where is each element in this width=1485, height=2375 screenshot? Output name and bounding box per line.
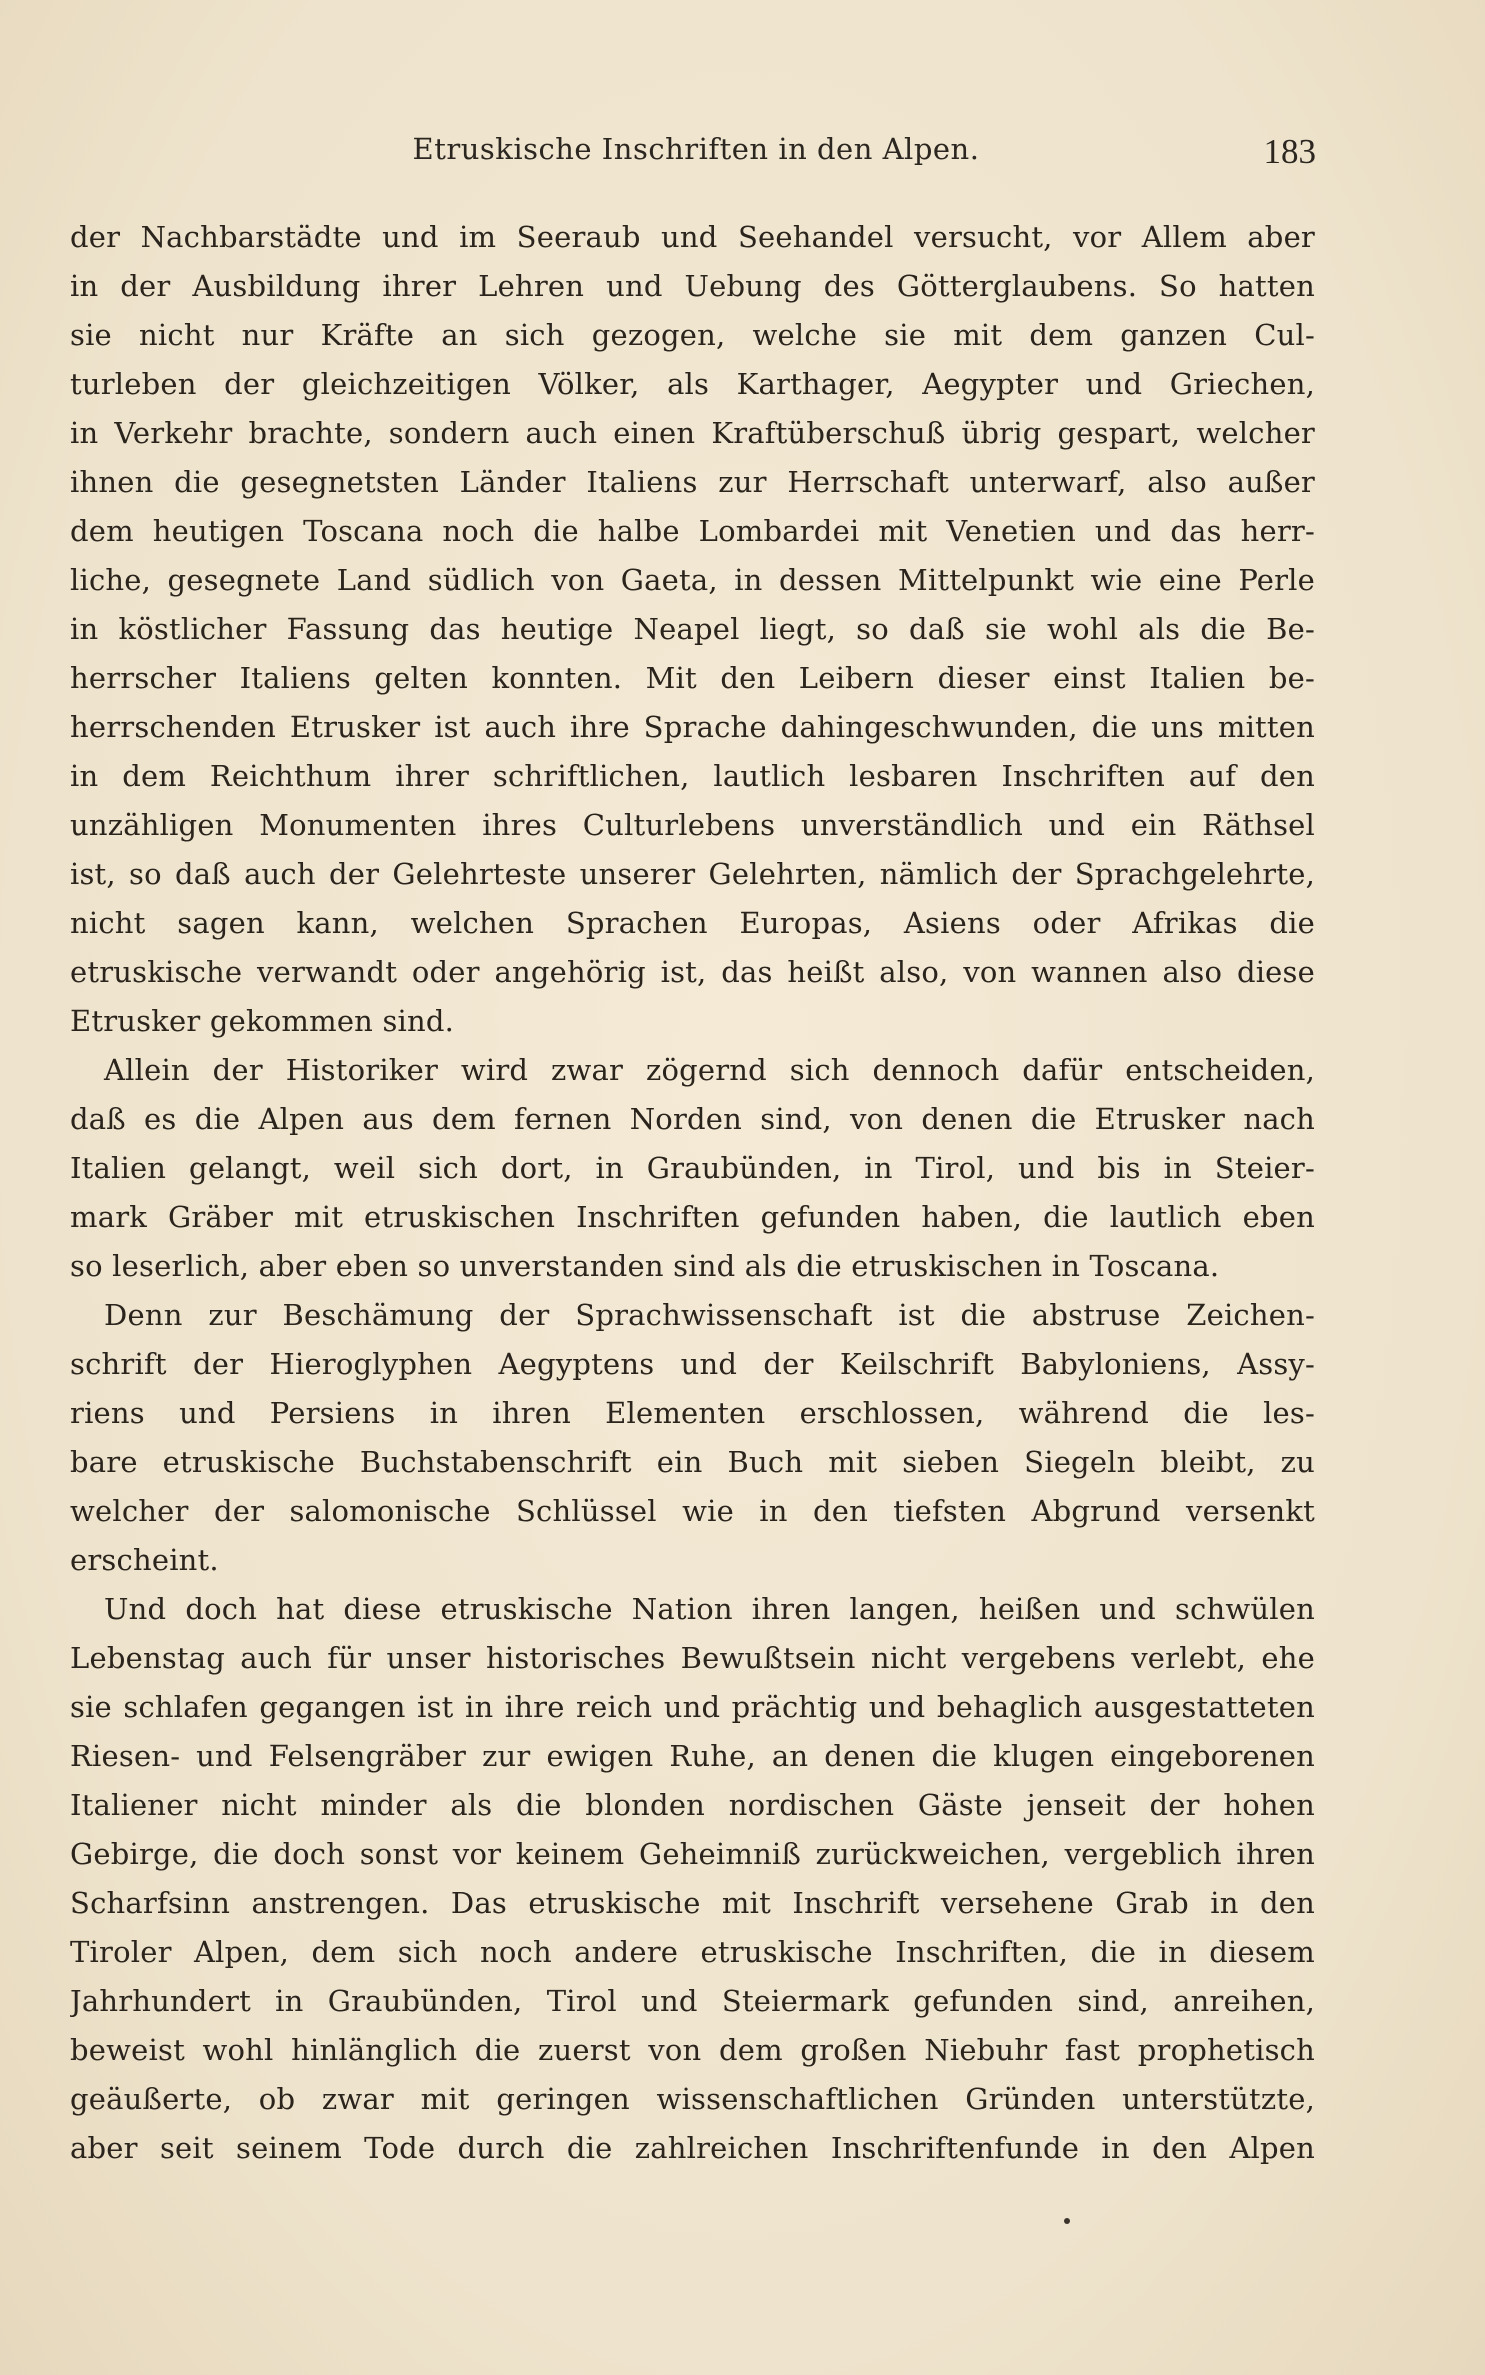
print-speck-mark: [1064, 2218, 1070, 2224]
text-line: bare etruskische Buchstabenschrift ein Buch mit sieben Siegeln bleibt, zu: [70, 1445, 1315, 1479]
text-line: herrscher Italiens gelten konnten. Mit den Leibern dieser einst Italien be-: [70, 661, 1315, 695]
paragraph: [70, 1046, 1315, 1291]
text-line: turleben der gleichzeitigen Völker, als Karthager, Aegypter und Griechen,: [70, 367, 1315, 401]
text-line: Lebenstag auch für unser historisches Bewußtsein nicht vergebens verlebt, ehe: [70, 1641, 1315, 1675]
text-line: Scharfsinn anstrengen. Das etruskische mit Inschrift versehene Grab in den: [70, 1886, 1315, 1920]
text-line: ihnen die gesegnetsten Länder Italiens zur Herrschaft unterwarf, also außer: [70, 465, 1315, 499]
text-line: Etrusker gekommen sind.: [70, 1004, 455, 1038]
text-line: daß es die Alpen aus dem fernen Norden sind, von denen die Etrusker nach: [70, 1102, 1315, 1136]
text-line: der Nachbarstädte und im Seeraub und Seehandel versucht, vor Allem aber: [70, 220, 1315, 254]
text-line: Italien gelangt, weil sich dort, in Graubünden, in Tirol, und bis in Steier-: [70, 1151, 1315, 1185]
page-number: 183: [1263, 132, 1316, 171]
text-line: Jahrhundert in Graubünden, Tirol und Steiermark gefunden sind, anreihen,: [70, 1984, 1315, 2018]
text-line: Italiener nicht minder als die blonden nordischen Gäste jenseit der hohen: [70, 1788, 1315, 1822]
paragraph: [70, 1585, 1315, 2173]
text-line: in dem Reichthum ihrer schriftlichen, lautlich lesbaren Inschriften auf den: [70, 759, 1315, 793]
text-line: sie nicht nur Kräfte an sich gezogen, welche sie mit dem ganzen Cul-: [70, 318, 1315, 352]
text-line: schrift der Hieroglyphen Aegyptens und der Keilschrift Babyloniens, Assy-: [70, 1347, 1315, 1381]
text-line: Und doch hat diese etruskische Nation ihren langen, heißen und schwülen: [104, 1592, 1315, 1626]
text-line: Gebirge, die doch sonst vor keinem Geheimniß zurückweichen, vergeblich ihren: [70, 1837, 1315, 1871]
text-line: aber seit seinem Tode durch die zahlreichen Inschriftenfunde in den Alpen: [70, 2131, 1315, 2165]
text-line: Tiroler Alpen, dem sich noch andere etruskische Inschriften, die in diesem: [70, 1935, 1315, 1969]
text-line: so leserlich, aber eben so unverstanden sind als die etruskischen in Toscana.: [70, 1249, 1220, 1283]
text-line: dem heutigen Toscana noch die halbe Lombardei mit Venetien und das herr-: [70, 514, 1315, 548]
text-line: in köstlicher Fassung das heutige Neapel liegt, so daß sie wohl als die Be-: [70, 612, 1315, 646]
running-title: Etruskische Inschriften in den Alpen.: [412, 132, 980, 166]
paragraph: [70, 1291, 1315, 1585]
text-line: in Verkehr brachte, sondern auch einen Kraftüberschuß übrig gespart, welcher: [70, 416, 1315, 450]
paragraph: [70, 213, 1315, 1046]
text-line: erscheint.: [70, 1543, 219, 1577]
text-line: sie schlafen gegangen ist in ihre reich und prächtig und behaglich ausgestatteten: [70, 1690, 1315, 1724]
page-header: [76, 132, 1316, 182]
text-line: Denn zur Beschämung der Sprachwissenschaft ist die abstruse Zeichen-: [104, 1298, 1315, 1332]
text-line: unzähligen Monumenten ihres Culturlebens unverständlich und ein Räthsel: [70, 808, 1315, 842]
text-line: riens und Persiens in ihren Elementen erschlossen, während die les-: [70, 1396, 1315, 1430]
body-text: [70, 213, 1315, 2173]
text-line: beweist wohl hinlänglich die zuerst von dem großen Niebuhr fast prophetisch: [70, 2033, 1315, 2067]
text-line: welcher der salomonische Schlüssel wie in den tiefsten Abgrund versenkt: [70, 1494, 1315, 1528]
text-line: ist, so daß auch der Gelehrteste unserer Gelehrten, nämlich der Sprachgelehrte,: [70, 857, 1315, 891]
text-line: mark Gräber mit etruskischen Inschriften gefunden haben, die lautlich eben: [70, 1200, 1315, 1234]
text-line: herrschenden Etrusker ist auch ihre Sprache dahingeschwunden, die uns mitten: [70, 710, 1315, 744]
text-line: nicht sagen kann, welchen Sprachen Europas, Asiens oder Afrikas die: [70, 906, 1315, 940]
text-line: etruskische verwandt oder angehörig ist, das heißt also, von wannen also diese: [70, 955, 1315, 989]
text-line: liche, gesegnete Land südlich von Gaeta, in dessen Mittelpunkt wie eine Perle: [70, 563, 1315, 597]
text-line: Riesen- und Felsengräber zur ewigen Ruhe, an denen die klugen eingeborenen: [70, 1739, 1315, 1773]
text-line: in der Ausbildung ihrer Lehren und Uebung des Götterglaubens. So hatten: [70, 269, 1315, 303]
text-line: Allein der Historiker wird zwar zögernd sich dennoch dafür entscheiden,: [104, 1053, 1315, 1087]
text-line: geäußerte, ob zwar mit geringen wissenschaftlichen Gründen unterstützte,: [70, 2082, 1315, 2116]
